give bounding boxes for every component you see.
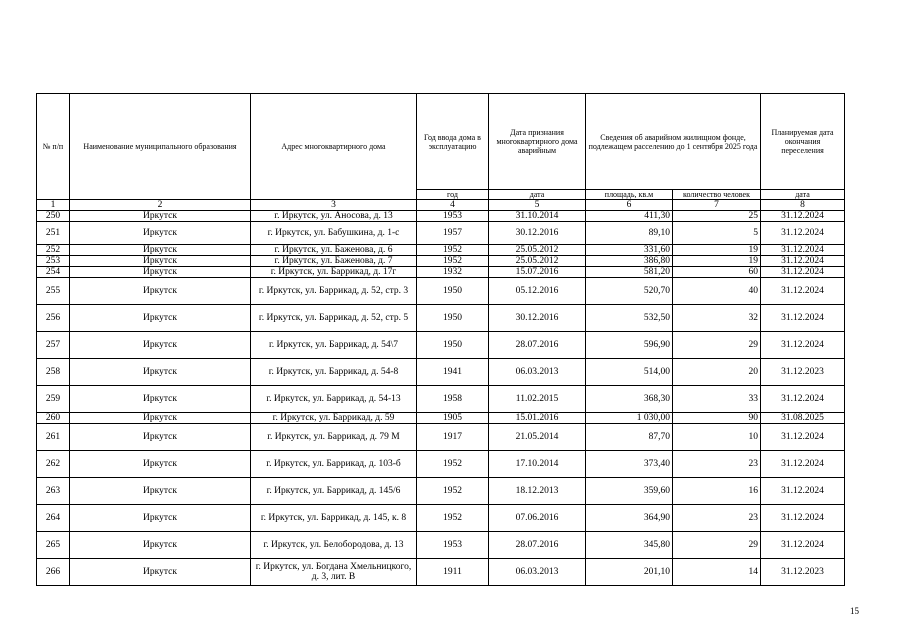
table-row: [37, 245, 845, 256]
recognition-date: 30.12.2016: [489, 222, 586, 245]
commissioning-year: 1950: [417, 278, 489, 305]
planned-resettlement-date: 31.12.2024: [761, 222, 845, 245]
house-address: г. Иркутск, ул. Баррикад, д. 59: [251, 413, 417, 424]
house-address: г. Иркутск, ул. Бабушкина, д. 1-с: [251, 222, 417, 245]
planned-resettlement-date: 31.08.2025: [761, 413, 845, 424]
commissioning-year: 1941: [417, 359, 489, 386]
commissioning-year: 1952: [417, 505, 489, 532]
commissioning-year: 1905: [417, 413, 489, 424]
table-row: [37, 305, 845, 332]
resident-count: 60: [673, 267, 761, 278]
column-number-row: [37, 200, 845, 211]
housing-area: 359,60: [586, 478, 673, 505]
resident-count: 23: [673, 505, 761, 532]
row-number: 252: [37, 245, 70, 256]
resident-count: 90: [673, 413, 761, 424]
table-row: [37, 478, 845, 505]
column-number: 6: [586, 200, 673, 211]
table-row: [37, 278, 845, 305]
house-address: г. Иркутск, ул. Баррикад, д. 103-б: [251, 451, 417, 478]
planned-resettlement-date: 31.12.2024: [761, 451, 845, 478]
house-address: г. Иркутск, ул. Аносова, д. 13: [251, 211, 417, 222]
recognition-date: 06.03.2013: [489, 359, 586, 386]
municipality-name: Иркутск: [70, 451, 251, 478]
housing-area: 87,70: [586, 424, 673, 451]
row-number: 259: [37, 386, 70, 413]
resident-count: 40: [673, 278, 761, 305]
planned-resettlement-date: 31.12.2024: [761, 211, 845, 222]
house-address: г. Иркутск, ул. Баррикад, д. 145/6: [251, 478, 417, 505]
resident-count: 29: [673, 532, 761, 559]
municipality-name: Иркутск: [70, 332, 251, 359]
resident-count: 5: [673, 222, 761, 245]
housing-area: 411,30: [586, 211, 673, 222]
row-number: 260: [37, 413, 70, 424]
municipality-name: Иркутск: [70, 478, 251, 505]
table-body: [37, 211, 845, 586]
planned-resettlement-date: 31.12.2024: [761, 386, 845, 413]
resident-count: 23: [673, 451, 761, 478]
row-number: 263: [37, 478, 70, 505]
housing-area: 331,60: [586, 245, 673, 256]
housing-area: 373,40: [586, 451, 673, 478]
commissioning-year: 1952: [417, 256, 489, 267]
municipality-name: Иркутск: [70, 532, 251, 559]
planned-resettlement-date: 31.12.2023: [761, 359, 845, 386]
housing-area: 89,10: [586, 222, 673, 245]
planned-resettlement-date: 31.12.2024: [761, 478, 845, 505]
housing-area: 364,90: [586, 505, 673, 532]
planned-resettlement-date: 31.12.2024: [761, 505, 845, 532]
commissioning-year: 1952: [417, 245, 489, 256]
row-number: 265: [37, 532, 70, 559]
municipality-name: Иркутск: [70, 424, 251, 451]
row-number: 253: [37, 256, 70, 267]
recognition-date: 21.05.2014: [489, 424, 586, 451]
housing-area: 368,30: [586, 386, 673, 413]
housing-area: 514,00: [586, 359, 673, 386]
commissioning-year: 1953: [417, 532, 489, 559]
recognition-date: 07.06.2016: [489, 505, 586, 532]
row-number: 264: [37, 505, 70, 532]
recognition-date: 18.12.2013: [489, 478, 586, 505]
recognition-date: 11.02.2015: [489, 386, 586, 413]
column-number: 5: [489, 200, 586, 211]
recognition-date: 15.07.2016: [489, 267, 586, 278]
planned-resettlement-date: 31.12.2024: [761, 424, 845, 451]
house-address: г. Иркутск, ул. Баженова, д. 7: [251, 256, 417, 267]
subheader-area: площадь, кв.м: [586, 190, 673, 200]
resident-count: 32: [673, 305, 761, 332]
housing-area: 581,20: [586, 267, 673, 278]
commissioning-year: 1950: [417, 332, 489, 359]
table-row: [37, 559, 845, 586]
commissioning-year: 1953: [417, 211, 489, 222]
planned-resettlement-date: 31.12.2024: [761, 305, 845, 332]
house-address: г. Иркутск, ул. Баррикад, д. 17г: [251, 267, 417, 278]
header-planned-date: Планируемая дата окончания переселения: [761, 94, 845, 190]
header-address: Адрес многоквартирного дома: [251, 94, 417, 200]
municipality-name: Иркутск: [70, 559, 251, 586]
table-row: [37, 267, 845, 278]
resident-count: 25: [673, 211, 761, 222]
column-number: 7: [673, 200, 761, 211]
subheader-plan-date: дата: [761, 190, 845, 200]
header-recognition-date: Дата признания многоквартирного дома аварийным: [489, 94, 586, 190]
table-row: [37, 386, 845, 413]
header-year: Год ввода дома в эксплуатацию: [417, 94, 489, 190]
row-number: 255: [37, 278, 70, 305]
resident-count: 14: [673, 559, 761, 586]
planned-resettlement-date: 31.12.2024: [761, 245, 845, 256]
housing-area: 1 030,00: [586, 413, 673, 424]
house-address: г. Иркутск, ул. Баррикад, д. 145, к. 8: [251, 505, 417, 532]
page-number: 15: [850, 606, 859, 616]
resident-count: 20: [673, 359, 761, 386]
house-address: г. Иркутск, ул. Баррикад, д. 54-13: [251, 386, 417, 413]
row-number: 250: [37, 211, 70, 222]
house-address: г. Иркутск, ул. Баррикад, д. 79 М: [251, 424, 417, 451]
housing-area: 520,70: [586, 278, 673, 305]
municipality-name: Иркутск: [70, 386, 251, 413]
commissioning-year: 1952: [417, 478, 489, 505]
house-address: г. Иркутск, ул. Баррикад, д. 54\7: [251, 332, 417, 359]
planned-resettlement-date: 31.12.2024: [761, 256, 845, 267]
planned-resettlement-date: 31.12.2024: [761, 267, 845, 278]
table-row: [37, 359, 845, 386]
resident-count: 16: [673, 478, 761, 505]
municipality-name: Иркутск: [70, 305, 251, 332]
municipality-name: Иркутск: [70, 256, 251, 267]
planned-resettlement-date: 31.12.2024: [761, 278, 845, 305]
row-number: 257: [37, 332, 70, 359]
house-address: г. Иркутск, ул. Белобородова, д. 13: [251, 532, 417, 559]
commissioning-year: 1958: [417, 386, 489, 413]
column-number: 4: [417, 200, 489, 211]
recognition-date: 31.10.2014: [489, 211, 586, 222]
subheader-year: год: [417, 190, 489, 200]
house-address: г. Иркутск, ул. Баррикад, д. 52, стр. 5: [251, 305, 417, 332]
column-number: 2: [70, 200, 251, 211]
housing-area: 201,10: [586, 559, 673, 586]
planned-resettlement-date: 31.12.2023: [761, 559, 845, 586]
recognition-date: 28.07.2016: [489, 332, 586, 359]
table-row: [37, 211, 845, 222]
column-number: 8: [761, 200, 845, 211]
header-emergency-housing-info: Сведения об аварийном жилищном фонде, подлежащем расселению до 1 сентября 2025 года: [586, 94, 761, 190]
table-row: [37, 532, 845, 559]
table-row: [37, 424, 845, 451]
municipality-name: Иркутск: [70, 278, 251, 305]
row-number: 256: [37, 305, 70, 332]
header-num: № п/п: [37, 94, 70, 200]
municipality-name: Иркутск: [70, 222, 251, 245]
commissioning-year: 1932: [417, 267, 489, 278]
municipality-name: Иркутск: [70, 359, 251, 386]
recognition-date: 06.03.2013: [489, 559, 586, 586]
table-row: [37, 256, 845, 267]
house-address: г. Иркутск, ул. Богдана Хмельницкого, д. 3, лит. В: [251, 559, 417, 586]
commissioning-year: 1950: [417, 305, 489, 332]
resident-count: 19: [673, 256, 761, 267]
housing-table: [36, 93, 845, 586]
house-address: г. Иркутск, ул. Баррикад, д. 52, стр. 3: [251, 278, 417, 305]
subheader-people: количество человек: [673, 190, 761, 200]
housing-area: 386,80: [586, 256, 673, 267]
recognition-date: 25.05.2012: [489, 245, 586, 256]
commissioning-year: 1917: [417, 424, 489, 451]
row-number: 262: [37, 451, 70, 478]
row-number: 258: [37, 359, 70, 386]
row-number: 251: [37, 222, 70, 245]
recognition-date: 15.01.2016: [489, 413, 586, 424]
table-row: [37, 332, 845, 359]
recognition-date: 25.05.2012: [489, 256, 586, 267]
column-number: 3: [251, 200, 417, 211]
municipality-name: Иркутск: [70, 505, 251, 532]
subheader-date: дата: [489, 190, 586, 200]
housing-area: 532,50: [586, 305, 673, 332]
column-number: 1: [37, 200, 70, 211]
resident-count: 10: [673, 424, 761, 451]
resident-count: 29: [673, 332, 761, 359]
municipality-name: Иркутск: [70, 245, 251, 256]
municipality-name: Иркутск: [70, 413, 251, 424]
header-row: [37, 94, 845, 190]
resident-count: 19: [673, 245, 761, 256]
table-row: [37, 222, 845, 245]
recognition-date: 30.12.2016: [489, 305, 586, 332]
house-address: г. Иркутск, ул. Баженова, д. 6: [251, 245, 417, 256]
planned-resettlement-date: 31.12.2024: [761, 332, 845, 359]
housing-area: 596,90: [586, 332, 673, 359]
recognition-date: 05.12.2016: [489, 278, 586, 305]
row-number: 254: [37, 267, 70, 278]
recognition-date: 28.07.2016: [489, 532, 586, 559]
house-address: г. Иркутск, ул. Баррикад, д. 54-8: [251, 359, 417, 386]
header-municipality: Наименование муниципального образования: [70, 94, 251, 200]
commissioning-year: 1957: [417, 222, 489, 245]
row-number: 266: [37, 559, 70, 586]
commissioning-year: 1952: [417, 451, 489, 478]
commissioning-year: 1911: [417, 559, 489, 586]
table-row: [37, 413, 845, 424]
table-row: [37, 451, 845, 478]
table-row: [37, 505, 845, 532]
housing-area: 345,80: [586, 532, 673, 559]
row-number: 261: [37, 424, 70, 451]
municipality-name: Иркутск: [70, 267, 251, 278]
recognition-date: 17.10.2014: [489, 451, 586, 478]
resident-count: 33: [673, 386, 761, 413]
planned-resettlement-date: 31.12.2024: [761, 532, 845, 559]
municipality-name: Иркутск: [70, 211, 251, 222]
